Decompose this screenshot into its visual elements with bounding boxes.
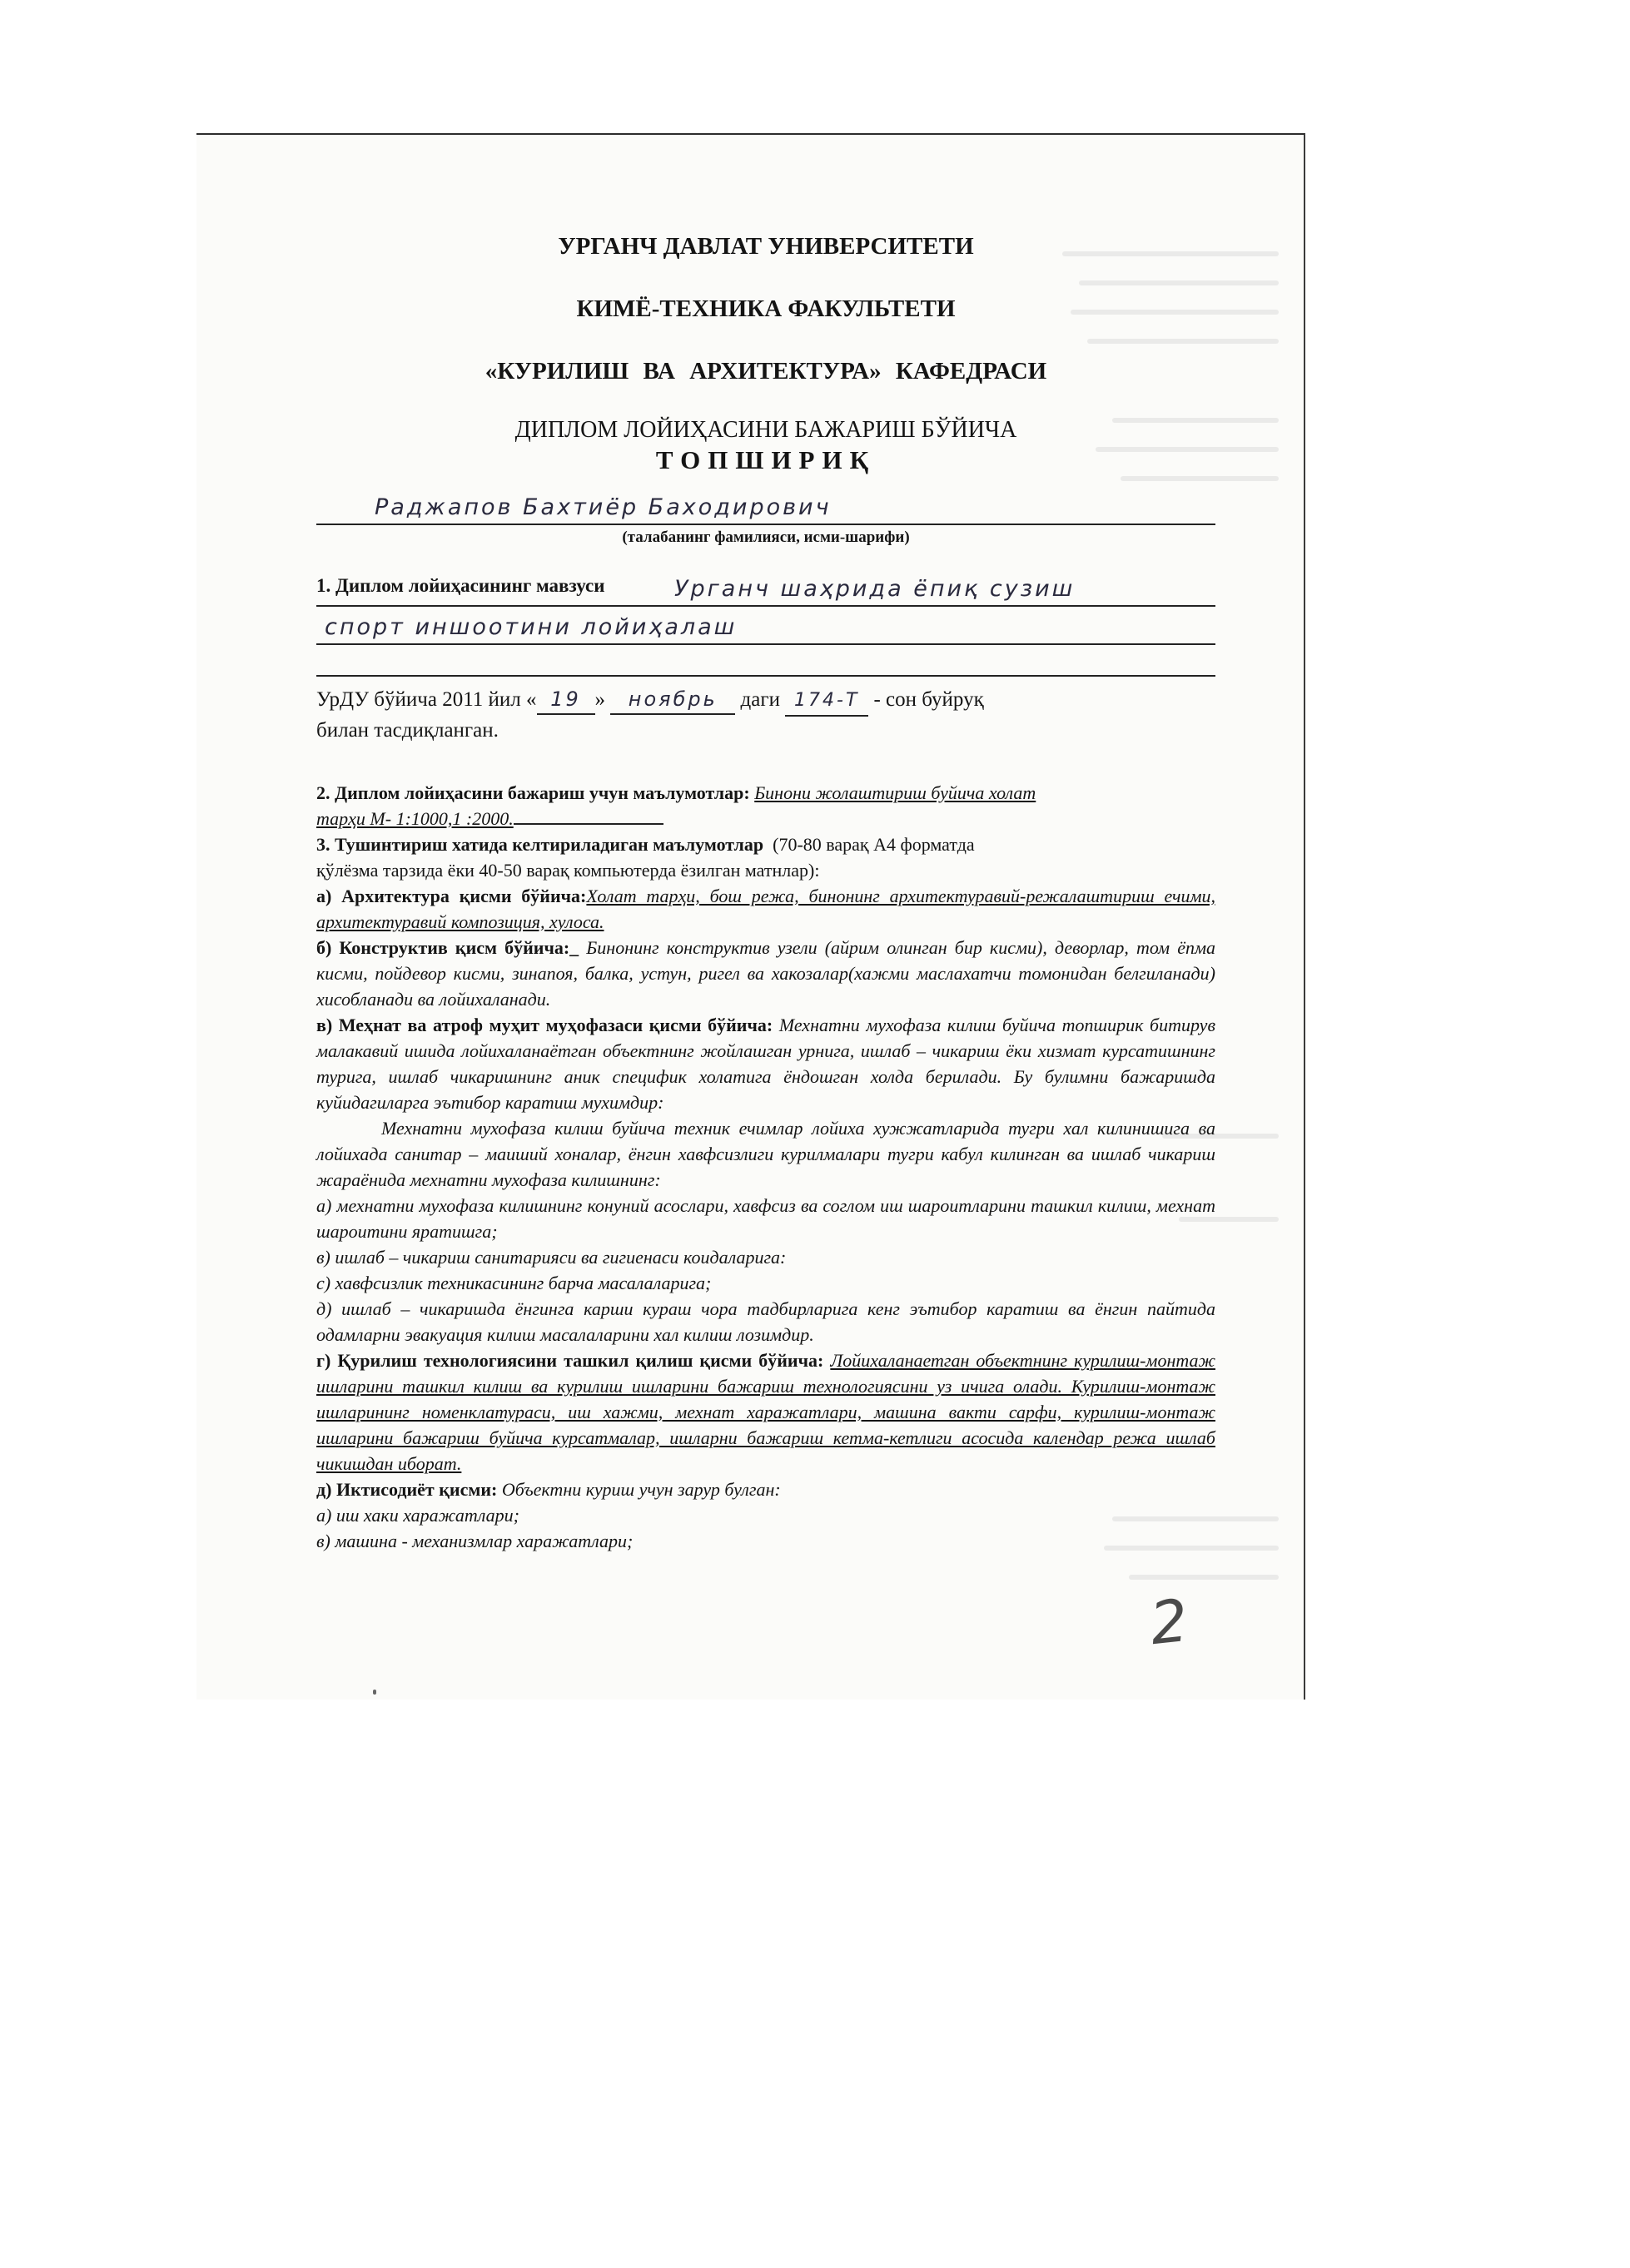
order-prefix: УрДУ бўйича 2011 йил « [316, 688, 537, 711]
order-number: 174-Т [785, 687, 868, 717]
topic-line-2: спорт иншоотини лойиҳалаш [325, 614, 738, 640]
order-month: ноябрь [610, 685, 735, 715]
department-heading: «КУРИЛИШ ВА АРХИТЕКТУРА» КАФЕДРАСИ [485, 358, 1047, 385]
order-year-suffix: даги [740, 688, 780, 711]
order-day: 19 [537, 685, 595, 715]
student-name-line [316, 487, 1215, 525]
section3-header [316, 831, 1215, 883]
section3-a [316, 883, 1215, 935]
section3-a-text: Холат тарҳи, бош режа, бинонинг архитектуравий-режалаштириш ечими, архитектуравий композиция, хулоса. [316, 886, 1215, 932]
section3-v-paragraph-2: Мехнатни мухофаза килиш буйича техник ечимлар лойиха хужжатларида тугри хал килинишига ва лойихада санитар – маиший хоналар, ёнгин хавфсизлиги курилмалари тугри кабул килинган ва ишлаб чикариш жараёнида мехнатни мухофаза килишнинг: [316, 1118, 1215, 1190]
task-subtitle: ДИПЛОМ ЛОЙИҲАСИНИ БАЖАРИШ БЎЙИЧА [514, 417, 1017, 443]
section1-label: 1. Диплом лойиҳасининг мавзуси [316, 575, 605, 596]
section3-b-text: Бинонинг конструктив узели (айрим олинган бир кисми), деворлар, том ёпма кисми, пойдевор кисми, зинапоя, балка, устун, ригел ва хакозалар(хажми маслахатчи томонидан белгиланади) хисобланади ва лойихаланади. [316, 937, 1215, 1010]
section3-d-text: Объектни куриш учун зарур булган: [501, 1479, 781, 1500]
section3-note-2: қўлёзма тарзида ёки 40-50 варақ компьютерда ёзилган матнлар): [316, 860, 820, 881]
section3-a-label: а) Архитектура қисми бўйича: [316, 886, 587, 906]
section3-d-item: а) иш хаки харажатлари; [316, 1505, 519, 1526]
section3-v [316, 1012, 1215, 1115]
section3-g [316, 1347, 1215, 1476]
university-heading: УРГАНЧ ДАВЛАТ УНИВЕРСИТЕТИ [558, 233, 974, 260]
section3-d-item: в) машина - механизмлар харажатлари; [316, 1531, 634, 1551]
topic-line-2-row [316, 607, 1215, 645]
section2-blank [514, 823, 663, 825]
section2-value-1: Бинони жолаштириш буйича холат [754, 782, 1036, 803]
section3-d-label: д) Иктисодиёт қисми: [316, 1479, 498, 1500]
section3-g-label: г) Қурилиш технологиясини ташкил қилиш қисми бўйича: [316, 1350, 824, 1371]
topic-line-1: Урганч шаҳрида ёпиқ сузиш [674, 576, 1076, 602]
section3-b [316, 935, 1215, 1012]
section3-v-text: Мехнатни мухофаза килиш буйича топширик битирув малакавий ишида лойихаланаётган объектнинг жойлашган урнига, ишлаб – чикариш ёки хизмат курсатишнинг турига, ишлаб чикаришнинг аник специфик холатига ёндошган холда берилади. Бу булимни бажаришда куйидагиларга эътибор каратиш мухимдир: [316, 1015, 1215, 1113]
order-line-2: билан тасдиқланган. [316, 719, 499, 742]
handwritten-page-number: 2 [1146, 1586, 1191, 1659]
section3-v-item: д) ишлаб – чикаришда ёнгинга карши кураш чора тадбирларига кенг эътибор каратиш ва ёнгин пайтида одамларни эвакуация килиш масалаларини хал килиш лозимдир. [316, 1298, 1215, 1345]
section3-note-1: (70-80 варақ А4 форматда [773, 834, 975, 855]
scan-speck [373, 1690, 376, 1695]
section2-label: 2. Диплом лойиҳасини бажариш учун маълумотлар: [316, 782, 750, 803]
section3-v-label: в) Меҳнат ва атроф муҳит муҳофазаси қисми бўйича: [316, 1015, 773, 1035]
order-suffix: - сон буйруқ [873, 688, 984, 711]
section2 [316, 780, 1215, 831]
student-name: Раджапов Бахтиёр Баходирович [375, 494, 832, 520]
task-title: ТОПШИРИҚ [655, 445, 877, 474]
section2-value-2: тарҳи М- 1:1000,1 :2000. [316, 808, 514, 829]
section1-topic-row [316, 572, 1215, 607]
section3-v-item: в) ишлаб – чикариш санитарияси ва гигиенаси коидаларига: [316, 1247, 787, 1268]
student-name-caption: (талабанинг фамилияси, исми-шарифи) [622, 529, 910, 546]
section3-v-item: с) хавфсизлик техникасининг барча масалаларига; [316, 1273, 712, 1293]
order-mid: » [594, 688, 606, 711]
document-body [316, 233, 1215, 1554]
section3-v-item: а) мехнатни мухофаза килишнинг конуний асослари, хавфсиз ва соглом иш шароитларини ташкил килиш, мехнат шароитини яратишга; [316, 1195, 1215, 1242]
section3-label: 3. Тушинтириш хатида келтириладиган маълумотлар [316, 834, 764, 855]
faculty-heading: КИМЁ-ТЕХНИКА ФАКУЛЬТЕТИ [576, 295, 956, 322]
section3-g-text: Лойихаланаетган объектнинг курилиш-монтаж ишларини ташкил килиш ва курилиш ишларини бажариш технологиясини уз ичига олади. Курилиш-монтаж ишларининг номенклатураси, иш хажми, мехнат харажатлари, машина вакти сарфи, курилиш-монтаж ишларини бажариш буйича курсатмалар, ишларни бажариш кетма-кетлиги асосида календар режа ишлаб чикишдан иборат. [316, 1350, 1216, 1474]
order-line [316, 685, 1215, 717]
topic-line-3-row [316, 645, 1215, 677]
bleed-through-mark [1129, 1575, 1279, 1580]
section3-d [316, 1476, 1215, 1502]
section3-b-label: б) Конструктив қисм бўйича:_ [316, 937, 579, 958]
